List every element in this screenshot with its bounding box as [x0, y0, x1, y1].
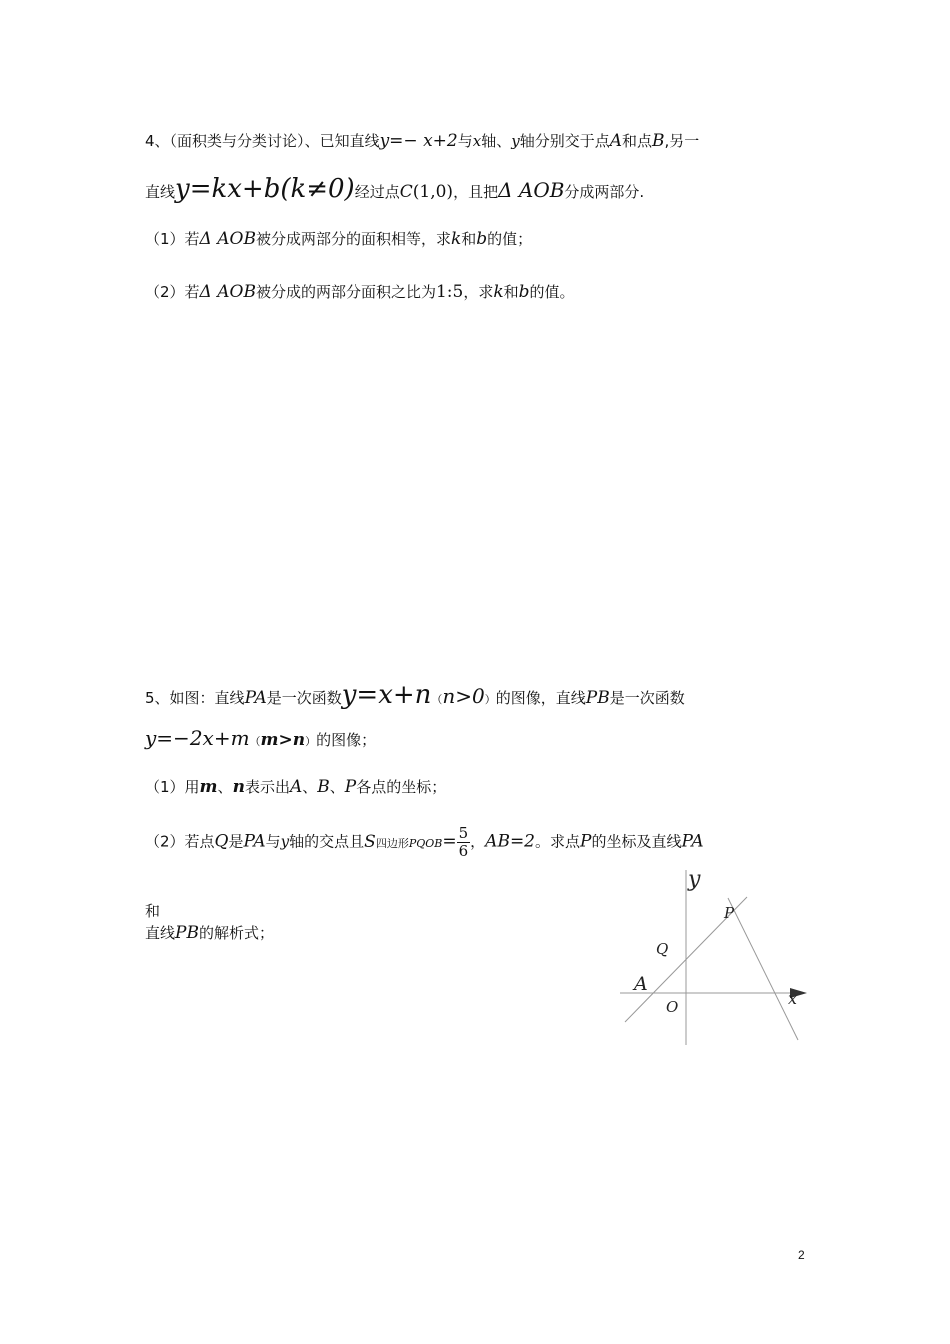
math-equation: y=x+n: [341, 680, 432, 710]
p4-number: 4、: [145, 132, 170, 150]
math-var: PA: [243, 831, 266, 852]
math-var: b: [476, 229, 488, 249]
text: ，求: [463, 283, 494, 301]
text: 轴、: [481, 132, 512, 150]
math-triangle: Δ AOB: [199, 282, 256, 302]
text: ）: [484, 693, 496, 706]
text: 、: [329, 778, 345, 796]
label-x: x: [788, 989, 798, 1008]
math-var: m: [199, 777, 218, 797]
text: 和: [145, 902, 161, 920]
text: 直线: [145, 183, 176, 201]
text: 、已知直线: [304, 132, 380, 150]
label-y: y: [688, 867, 701, 892]
text: ,另一: [664, 132, 700, 150]
math-var: x: [472, 132, 482, 150]
text: 、: [217, 778, 233, 796]
math-equation: y=−2x+m: [145, 726, 250, 750]
text: 经过点: [354, 183, 400, 201]
math-var: P: [344, 777, 357, 797]
text: （: [249, 735, 261, 748]
math-triangle: Δ AOB: [498, 178, 565, 202]
fraction-numerator: 5: [458, 824, 469, 842]
text: 的图像，直线: [495, 689, 586, 707]
math-var: S: [364, 832, 376, 852]
text: 与: [265, 832, 281, 851]
text: ，: [470, 832, 486, 851]
math-subscript: 四边形: [375, 837, 409, 850]
text: 和: [461, 230, 477, 248]
math-subscript: PQOB: [408, 837, 443, 850]
label-o: O: [666, 998, 679, 1016]
p5-number: 5、: [145, 689, 170, 707]
math-condition: n>0: [442, 684, 485, 708]
text: 直线: [145, 924, 176, 942]
math-var: A: [609, 131, 623, 151]
math-var: b: [518, 282, 530, 302]
p5-line2: [145, 726, 376, 750]
math-var: C: [399, 182, 413, 202]
p4-line1: [145, 130, 699, 151]
question-label: （1）若: [145, 230, 200, 248]
text: 是一次函数: [609, 689, 685, 707]
question-label: （2）若: [145, 283, 200, 301]
label-p: P: [724, 904, 735, 922]
math-var: PA: [244, 688, 267, 708]
text: 被分成两部分的面积相等，求: [255, 230, 451, 248]
math-var: y: [511, 132, 520, 150]
p5-question2: [145, 825, 704, 859]
text: 轴的交点且: [289, 832, 365, 851]
text: ）: [305, 735, 317, 748]
p4-question2: [145, 281, 575, 302]
math-var: B: [317, 777, 330, 797]
p5-line1: [145, 680, 685, 710]
math-var: A: [289, 777, 303, 797]
text: 的值；: [487, 230, 533, 248]
p5-question2-cont1: [145, 900, 160, 921]
page-number: 2: [798, 1248, 805, 1262]
text: 与: [457, 132, 473, 150]
text: 是: [228, 832, 244, 851]
text: ，且把: [453, 183, 499, 201]
math-var: PB: [585, 688, 610, 708]
p4-tag: （面积类与分类讨论）: [169, 132, 305, 150]
coordinate-figure: [610, 860, 820, 1055]
text: 的坐标及直线: [591, 832, 682, 851]
label-a: A: [634, 973, 648, 995]
math-equation: y=kx+b(k≠0): [175, 174, 355, 204]
text: 如图：直线: [169, 689, 245, 707]
math-var: y: [280, 832, 290, 851]
math-equals: =: [442, 831, 457, 852]
p5-question1: [145, 776, 446, 797]
label-q: Q: [656, 940, 669, 958]
text: 和点: [622, 132, 653, 150]
text: 被分成的两部分面积之比为: [255, 283, 436, 301]
p5-question2-cont2: [145, 922, 274, 943]
text: 各点的坐标；: [356, 778, 447, 796]
question-label: （2）若点: [145, 832, 215, 851]
text: 。求点: [535, 832, 581, 851]
area-formula: [364, 832, 442, 852]
text: 的解析式；: [198, 924, 274, 942]
p4-line2: [145, 174, 644, 204]
math-var: n: [232, 777, 245, 797]
p4-question1: [145, 228, 532, 249]
math-triangle: Δ AOB: [199, 229, 256, 249]
text: 是一次函数: [266, 689, 342, 707]
question-label: （1）用: [145, 778, 200, 796]
math-coord: (1,0): [412, 182, 454, 202]
text: 和: [503, 283, 519, 301]
fraction-denominator: 6: [458, 841, 469, 860]
math-ratio: 1:5: [435, 282, 464, 302]
math-var: k: [450, 229, 462, 249]
text: 的图像；: [316, 731, 377, 749]
text: 表示出: [244, 778, 290, 796]
text: 轴分别交于点: [519, 132, 610, 150]
text: 、: [302, 778, 318, 796]
math-condition: m>n: [260, 730, 306, 750]
math-equation: AB=2: [485, 831, 536, 852]
math-var: PB: [175, 923, 199, 943]
math-var: k: [493, 282, 504, 302]
line-pb: [728, 898, 798, 1040]
math-var: P: [580, 831, 592, 852]
math-var: B: [652, 131, 665, 151]
text: （: [431, 693, 443, 706]
text: 的值。: [529, 283, 575, 301]
fraction: [457, 825, 471, 859]
math-var: PA: [681, 831, 704, 852]
text: 分成两部分.: [564, 183, 645, 201]
math-equation: y=− x+2: [379, 131, 458, 151]
math-var: Q: [214, 831, 229, 852]
